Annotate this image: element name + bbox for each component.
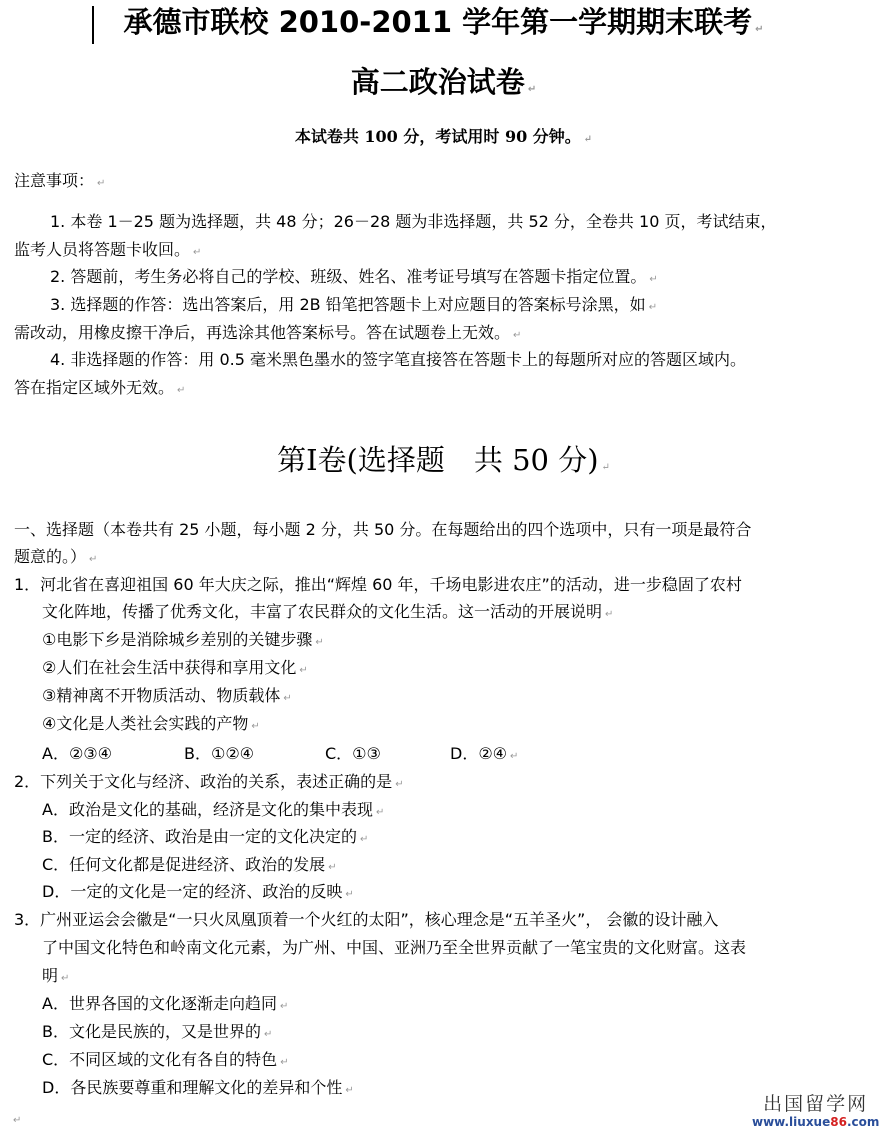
url-suffix: .com [846, 1115, 880, 1129]
section-intro: 题意的。） ↵ [14, 547, 97, 570]
option: C．任何文化都是促进经济、政治的发展 ↵ [42, 855, 337, 878]
question-1-stem: 文化阵地，传播了优秀文化，丰富了农民群众的文化生活。这一活动的开展说明 ↵ [42, 602, 613, 625]
exam-note: 本试卷共 100 分，考试用时 90 分钟。 ↵ [0, 127, 887, 150]
instruction-line: 2. 答题前，考生务必将自己的学校、班级、姓名、准考证号填写在答题卡指定位置。 ↵ [50, 267, 658, 290]
option: D．一定的文化是一定的经济、政治的反映 ↵ [42, 882, 354, 905]
question-3-stem: 3．广州亚运会会徽是“一只火凤凰顶着一个火红的太阳”，核心理念是“五羊圣火”， 会徽的设计融入 [14, 910, 719, 929]
exam-title: 承德市联校 2010-2011 学年第一学期期末联考 ↵ [0, 4, 887, 48]
option: B．文化是民族的，又是世界的 ↵ [42, 1022, 272, 1045]
option: A．世界各国的文化逐渐走向趋同 ↵ [42, 994, 288, 1017]
question-3-stem: 了中国文化特色和岭南文化元素，为广州、中国、亚洲乃至全世界贡献了一笔宝贵的文化财富。这表 [42, 938, 747, 957]
instructions-heading: 注意事项： ↵ [14, 171, 105, 194]
option: D．②④ ↵ [450, 744, 518, 767]
instruction-line: 需改动，用橡皮擦干净后，再选涂其他答案标号。答在试题卷上无效。 ↵ [14, 323, 521, 346]
statement: ①电影下乡是消除城乡差别的关键步骤 ↵ [42, 630, 324, 653]
option: A．政治是文化的基础，经济是文化的集中表现 ↵ [42, 800, 384, 823]
question-2-stem: 2．下列关于文化与经济、政治的关系，表述正确的是 ↵ [14, 772, 404, 795]
paragraph-mark [10, 1108, 21, 1131]
statement: ③精神离不开物质活动、物质载体 ↵ [42, 686, 292, 709]
instruction-line: 1. 本卷 1－25 题为选择题，共 48 分；26－28 题为非选择题，共 52 分，全卷共 10 页，考试结束， [50, 212, 777, 231]
instruction-line: 3. 选择题的作答：选出答案后，用 2B 铅笔把答题卡上对应题目的答案标号涂黑，如 ↵ [50, 295, 657, 318]
option: C．①③ [325, 744, 381, 763]
watermark-name: 出国留学网 [763, 1093, 869, 1115]
statement: ②人们在社会生活中获得和享用文化 ↵ [42, 658, 308, 681]
question-3-stem: 明 ↵ [42, 966, 69, 989]
option: C．不同区域的文化有各自的特色 ↵ [42, 1050, 289, 1073]
watermark-logo [752, 1093, 879, 1129]
exam-subtitle: 高二政治试卷 ↵ [0, 64, 887, 108]
option: B．一定的经济、政治是由一定的文化决定的 ↵ [42, 827, 368, 850]
option: B．①②④ [184, 744, 255, 763]
instruction-line: 4. 非选择题的作答：用 0.5 毫米黑色墨水的签字笔直接答在答题卡上的每题所对应的答题区域内。 [50, 350, 746, 369]
option: D．各民族要尊重和理解文化的差异和个性 ↵ [42, 1078, 354, 1101]
section-intro: 一、选择题（本卷共有 25 小题，每小题 2 分，共 50 分。在每题给出的四个选项中，只有一项是最符合 [14, 520, 752, 539]
watermark-url [752, 1115, 879, 1129]
statement: ④文化是人类社会实践的产物 ↵ [42, 714, 260, 737]
section-title: 第Ⅰ卷(选择题 共 50 分) ↵ [0, 442, 887, 486]
instruction-line: 监考人员将答题卡收回。 ↵ [14, 240, 201, 263]
question-1-stem: 1．河北省在喜迎祖国 60 年大庆之际，推出“辉煌 60 年，千场电影进农庄”的活动，进一步稳固了农村 [14, 575, 742, 594]
url-prefix: www.liuxue [752, 1115, 831, 1129]
instruction-line: 答在指定区域外无效。 ↵ [14, 378, 185, 401]
url-accent: 86 [830, 1115, 847, 1129]
option: A．②③④ [42, 744, 112, 763]
